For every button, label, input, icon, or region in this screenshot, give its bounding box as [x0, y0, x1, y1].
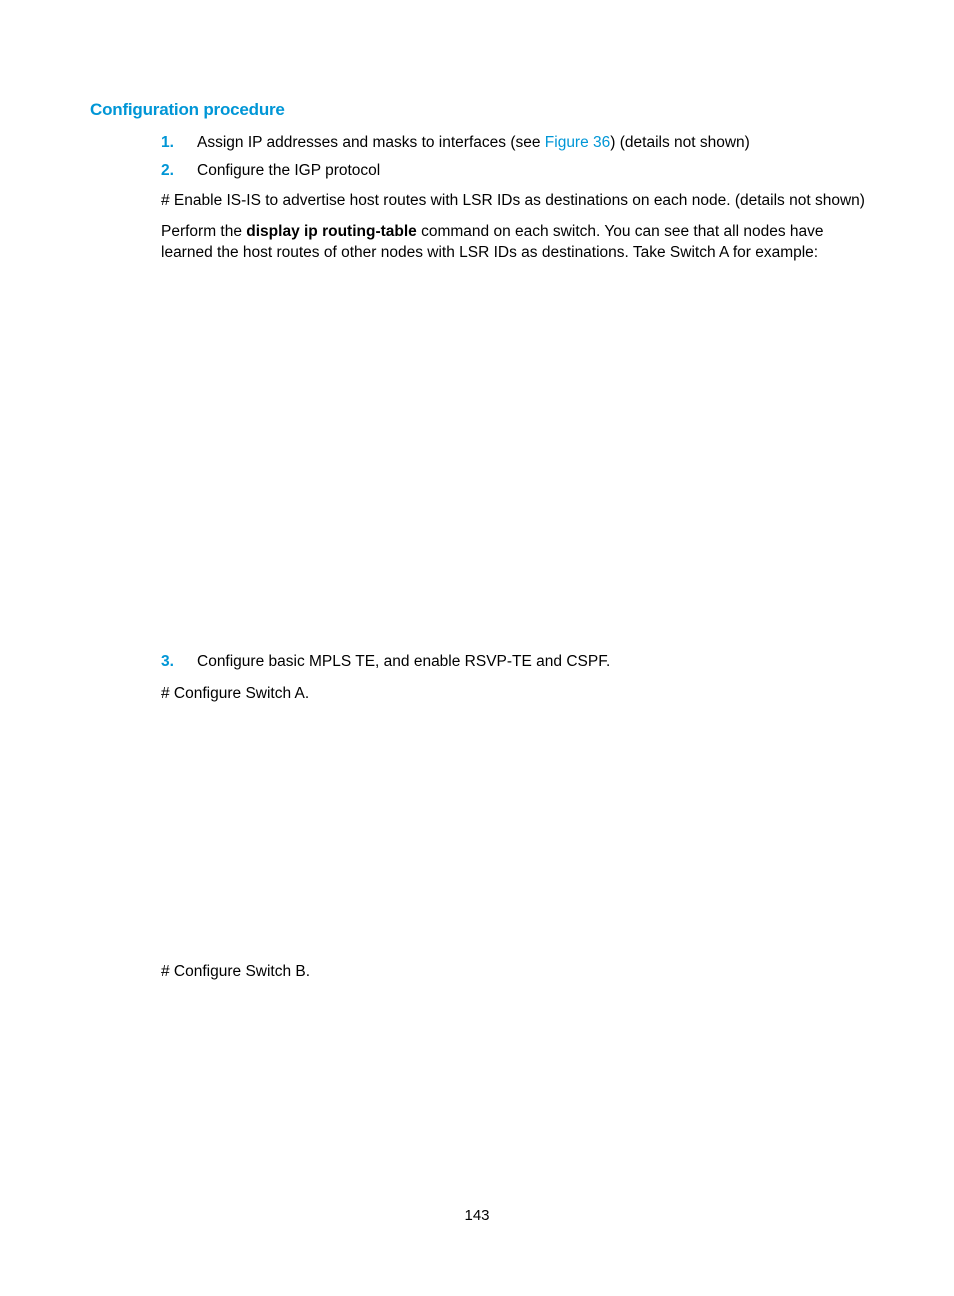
- step-1: [161, 133, 750, 153]
- section-heading: Configuration procedure: [90, 100, 285, 119]
- step-1-text: Assign IP addresses and masks to interfaces (see: [197, 134, 545, 151]
- page-number: 143: [464, 1207, 490, 1224]
- step-2-text: Configure the IGP protocol: [197, 162, 381, 179]
- configure-switch-b-paragraph: # Configure Switch B.: [161, 963, 311, 980]
- figure-36-link[interactable]: Figure 36: [544, 134, 611, 151]
- step-1-number: 1.: [161, 134, 174, 151]
- step-3-text: Configure basic MPLS TE, and enable RSVP-TE and CSPF.: [197, 653, 611, 670]
- enable-isis-paragraph: # Enable IS-IS to advertise host routes with LSR IDs as destinations on each node. (details not shown): [161, 192, 865, 209]
- perform-paragraph: [161, 221, 871, 263]
- step-1-text-end: ) (details not shown): [610, 134, 750, 151]
- step-3-number: 3.: [161, 653, 174, 670]
- step-2: [161, 161, 380, 181]
- perform-suffix: command on each switch. You can see that all nodes have learned the host routes of other nodes with LSR IDs as destinations. Take Switch A for example:: [161, 223, 824, 261]
- step-3: [161, 652, 610, 672]
- display-ip-routing-table-command: display ip routing-table: [246, 223, 417, 240]
- configure-switch-a-paragraph: # Configure Switch A.: [161, 685, 310, 702]
- step-2-number: 2.: [161, 162, 174, 179]
- perform-prefix: Perform the: [161, 223, 247, 240]
